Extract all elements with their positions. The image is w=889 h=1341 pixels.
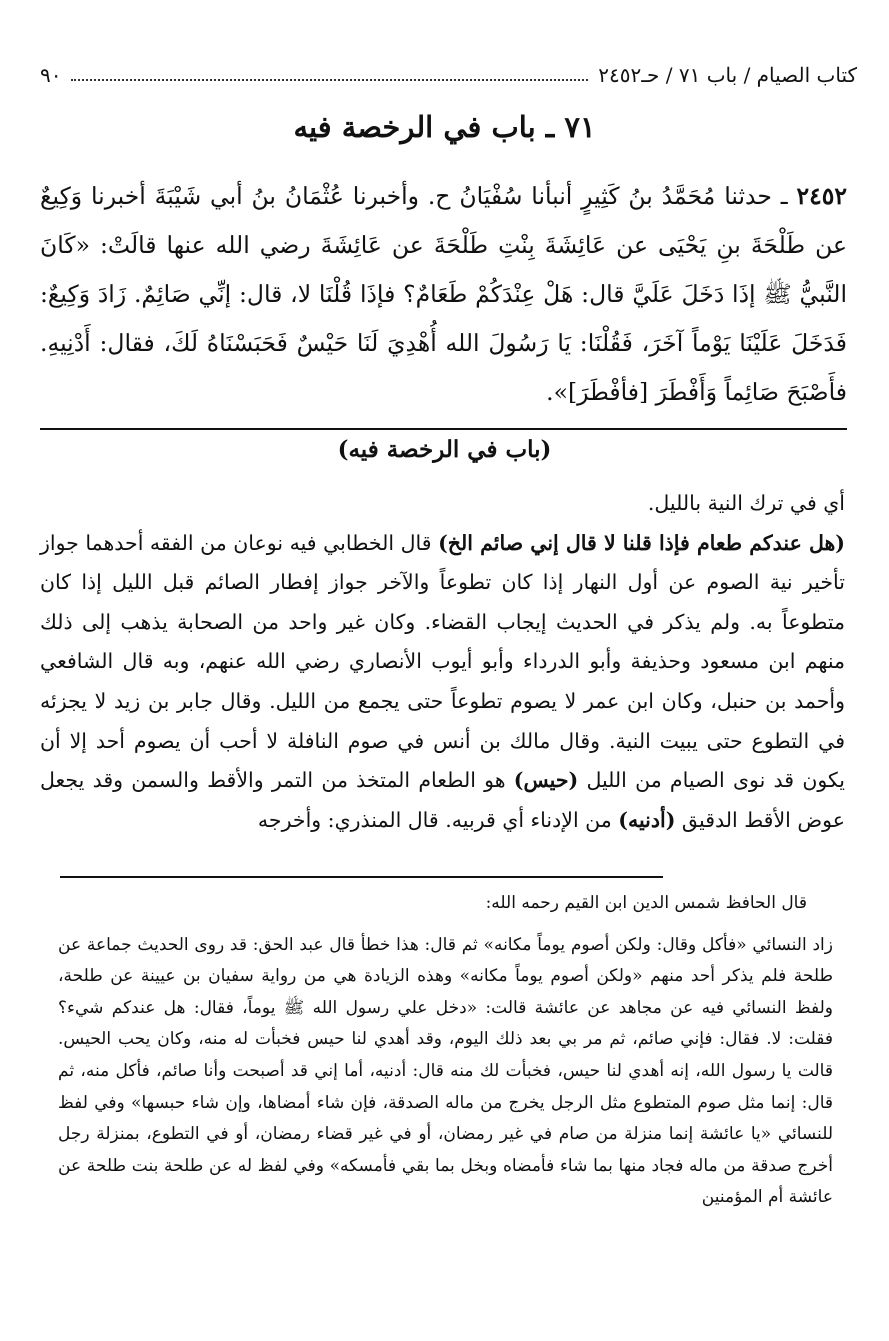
footnote-divider [60,876,663,878]
section-divider [40,428,847,430]
commentary-term-adnihi: (أدنيه) [618,807,676,832]
hadith-number: ٢٤٥٢ [796,182,847,210]
running-title: كتاب الصيام / باب ٧١ / حـ٢٤٥٢ [598,63,857,87]
commentary-block [40,484,845,840]
commentary-title: (باب في الرخصة فيه) [337,436,552,463]
commentary-text-2: هو الطعام المتخذ من التمر والأقط والسمن وقد يجعل عوض الأقط الدقيق [40,768,845,832]
hadith-text: ـ حدثنا مُحَمَّدُ بنُ كَثِيرٍ أنبأنا سُفْيَانُ ح. وأخبرنا عُثْمَانُ بنُ أبي شَيْبَةَ أخبرنا وَكِيعٌ عن طَلْحَةَ بنِ يَحْيَى عن عَائِشَةَ بِنْتِ طَلْحَةَ عن عَائِشَةَ رضي الله عنها قالَتْ: «كَانَ النَّبيُّ ﷺ إذَا دَخَلَ عَلَيَّ قال: هَلْ عِنْدَكُمْ طَعَامٌ؟ فإذَا قُلْنَا لا، قال: إنِّي صَائِمٌ. زَادَ وَكِيعٌ: فَدَخَلَ عَلَيْنَا يَوْماً آخَرَ، فَقُلْنَا: يَا رَسُولَ الله أُهْدِيَ لَنَا حَيْسٌ فَحَبَسْنَاهُ لَكَ، فقال: أَدْنِيهِ. فأَصْبَحَ صَائِماً وَأَفْطَرَ [فأفْطَرَ]». [40,182,847,406]
chapter-title: ٧١ ـ باب في الرخصة فيه [293,110,596,144]
commentary-text-1: قال الخطابي فيه نوعان من الفقه أحدهما جواز تأخير نية الصوم عن أول النهار إذا كان تطوعاً والآخر جواز إفطار الصائم قبل الليل إذا كان متطوعاً به. ولم يذكر في الحديث إيجاب القضاء. وكان غير واحد من الصحابة يذهب إلى ذلك منهم ابن مسعود وحذيفة وأبو الدرداء وأبو أيوب الأنصاري رضي الله عنهم، وبه قال الشافعي وأحمد بن حنبل، وكان ابن عمر لا يصوم تطوعاً حتى يجمع من الليل. وقال جابر بن زيد لا يجزئه في التطوع حتى يبيت النية. وقال مالك بن أنس في صوم النافلة لا أحب أن يصوم أحد إلا أن يكون قد نوى الصيام من الليل [40,530,845,793]
commentary-intro: أي في ترك النية بالليل. [647,491,845,515]
hadith-block [40,172,847,417]
hadith-paragraph [40,172,847,417]
commentary-quote: (هل عندكم طعام فإذا قلنا لا قال إني صائم الخ) [438,530,845,555]
commentary-term-hays: (حيس) [513,768,579,793]
footnote-block [58,888,833,1214]
page-number: ٩٠ [40,63,62,87]
commentary-text-3: من الإدناء أي قربيه. قال المنذري: وأخرجه [257,807,612,832]
footnote-intro: قال الحافظ شمس الدين ابن القيم رحمه الله: [485,893,807,913]
commentary-paragraph [40,524,845,841]
footnote-text: زاد النسائي «فأكل وقال: ولكن أصوم يوماً مكانه» ثم قال: هذا خطأ قال عبد الحق: قد روى الحديث جماعة عن طلحة فلم يذكر أحد منهم «ولكن أصوم يوماً مكانه» وهذه الزيادة هي من رواية سفيان بن عيينة عن طلحة، ولفظ النسائي فيه عن مجاهد عن عائشة قالت: «دخل علي رسول الله ﷺ يوماً، فقال: هل عندكم شيء؟ فقلت: لا. فقال: فإني صائم، ثم مر بي بعد ذلك اليوم، وقد أهدي لنا حيس فخبأت له منه، وكان يحب الحيس. قالت يا رسول الله، إنه أهدي لنا حيس، فخبأت لك منه قال: أدنيه، أما إني قد أصبحت وأنا صائم، فأكل منه، ثم قال: إنما مثل صوم المتطوع مثل الرجل يخرج من ماله الصدقة، فإن شاء أمضاها، وإن شاء حبسها» وفي لفظ للنسائي «يا عائشة إنما منزلة من صام في غير رمضان، أو في غير قضاء رمضان، أو في التطوع، بمنزلة رجل أخرج صدقة من ماله فجاد منها بما شاء فأمضاه وبخل بما بقي فأمسكه» وفي لفظ له عن طلحة بنت طلحة عن عائشة أم المؤمنين [58,934,833,1208]
header-dotted-leader [71,69,588,81]
page-header [40,58,857,92]
